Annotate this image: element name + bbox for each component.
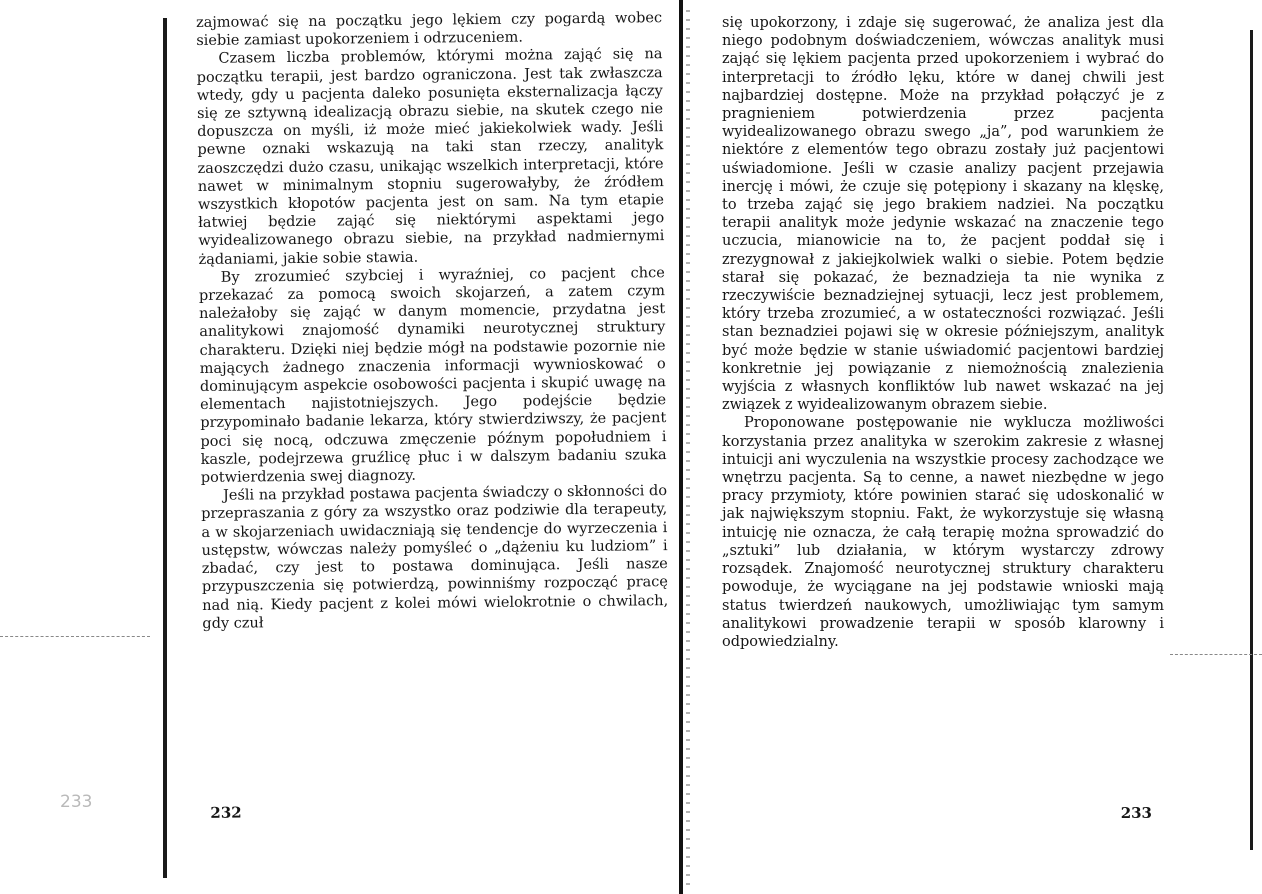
left-page-text: [196, 9, 668, 633]
left-page: [196, 9, 671, 884]
scan-artifact-line-right: [1170, 654, 1262, 655]
paragraph: Jeśli na przykład postawa pacjenta świadczy o skłonności do przepraszania z góry za wszystko oraz podziwie dla terapeuty, a w skojarzeniach uwidaczniają się tendencje do wyrzeczenia i ustępstw, wówczas należy pomyśleć o „dążeniu ku ludziom” i zbadać, czy jest to postawa dominująca. Jeśli nasze przypuszczenia się potwierdzą, powinniśmy rozpocząć pracę nad nią. Kiedy pacjent z kolei mówi wielokrotnie o chwilach, gdy czuł: [201, 483, 669, 632]
page-number: 233: [1120, 804, 1152, 822]
gutter-shadow: [686, 10, 690, 890]
bleed-through-page-number: 233: [60, 792, 93, 812]
paragraph: Czasem liczba problemów, którymi można zająć się na początku terapii, jest bardzo ograniczona. Jest tak zwłaszcza wtedy, gdy u pacjenta daleko posunięta eksternalizacja łączy się ze sztywną idealizacją obrazu siebie, na skutek czego nie dopuszcza on myśli, iż może mieć jakiekolwiek wady. Jeśli pewne oznaki wskazują na taki stan rzeczy, analityk zaoszczędzi dużo czasu, unikając wszelkich interpretacji, które nawet w minimalnym stopniu sugerowałyby, że źródłem wszystkich kłopotów pacjenta jest on sam. Na tym etapie łatwiej będzie zająć się niektórymi aspektami jego wyidealizowanego obrazu siebie, na przykład nadmiernymi żądaniami, jakie sobie stawia.: [196, 46, 665, 268]
left-page-edge: [163, 18, 167, 878]
right-page-text: [722, 14, 1164, 651]
right-page-edge: [1250, 30, 1253, 850]
book-gutter: [679, 0, 683, 894]
page-number: 232: [210, 803, 242, 822]
paragraph: Proponowane postępowanie nie wyklucza możliwości korzystania przez analityka w szerokim zakresie z własnej intuicji ani wyczulenia na wszystkie procesy zachodzące we wnętrzu pacjenta. Są to cenne, a nawet niezbędne w jego pracy przymioty, które powinien starać się udoskonalić w jak największym stopniu. Fakt, że wykorzystuje się własną intuicję nie oznacza, że całą terapię można sprowadzić do „sztuki” lub działania, w którym wystarczy zdrowy rozsądek. Znajomość neurotycznej struktury charakteru powoduje, że wyciągane na jej podstawie wnioski mają status twierdzeń naukowych, umożliwiając tym samym analitykowi prowadzenie terapii w sposób klarowny i odpowiedzialny.: [722, 415, 1164, 650]
paragraph: zajmować się na początku jego lękiem czy pogardą wobec siebie zamiast upokorzeniem i odrzuceniem.: [196, 10, 663, 50]
scan-artifact-line-left: [0, 636, 150, 637]
paragraph: By zrozumieć szybciej i wyraźniej, co pacjent chce przekazać za pomocą swoich skojarzeń, a zatem czym należałoby się zająć w danym momencie, przydatna jest analitykowi znajomość dynamiki neurotycznej struktury charakteru. Dzięki niej będzie mógł na podstawie pozornie nie mających żadnego znaczenia informacji wywnioskować o dominującym aspekcie osobowości pacjenta i skupić uwagę na elementach najistotniejszych. Jego podejście będzie przypominało badanie lekarza, który stwierdziwszy, że pacjent poci się nocą, odczuwa zmęczenie późnym popołudniem i kaszle, podejrzewa gruźlicę płuc i w dalszym badaniu szuka potwierdzenia swej diagnozy.: [198, 264, 667, 487]
paragraph: się upokorzony, i zdaje się sugerować, że analiza jest dla niego podobnym doświadczeniem, wówczas analityk musi zająć się lękiem pacjenta przed upokorzeniem i wybrać do interpretacji to źródło lęku, które w danej chwili jest najbardziej dostępne. Może na przykład połączyć je z pragnieniem potwierdzenia przez pacjenta wyidealizowanego obrazu swego „ja”, pod warunkiem że niektóre z elementów tego obrazu zostały już pacjentowi uświadomione. Jeśli w czasie analizy pacjent przejawia inercję i mówi, że czuje się potępiony i skazany na klęskę, to trzeba zająć się jego brakiem nadziei. Na początku terapii analityk może jedynie wskazać na znaczenie tego uczucia, mianowicie na to, że pacjent poddał się i zrezygnował z jakiejkolwiek walki o siebie. Potem będzie starał się pokazać, że beznadzieja ta nie wynika z rzeczywiście beznadziejnej sytuacji, lecz jest problemem, który trzeba zrozumieć, a w ostateczności rozwiązać. Jeśli stan beznadziei pojawi się w okresie późniejszym, analityk być może będzie w stanie uświadomić pacjentowi bardziej konkretnie jej powiązanie z niemożnością znalezienia wyjścia z własnych konfliktów lub nawet wskazać na jej związek z wyidealizowanym obrazem siebie.: [722, 15, 1164, 414]
right-page: [722, 14, 1164, 884]
